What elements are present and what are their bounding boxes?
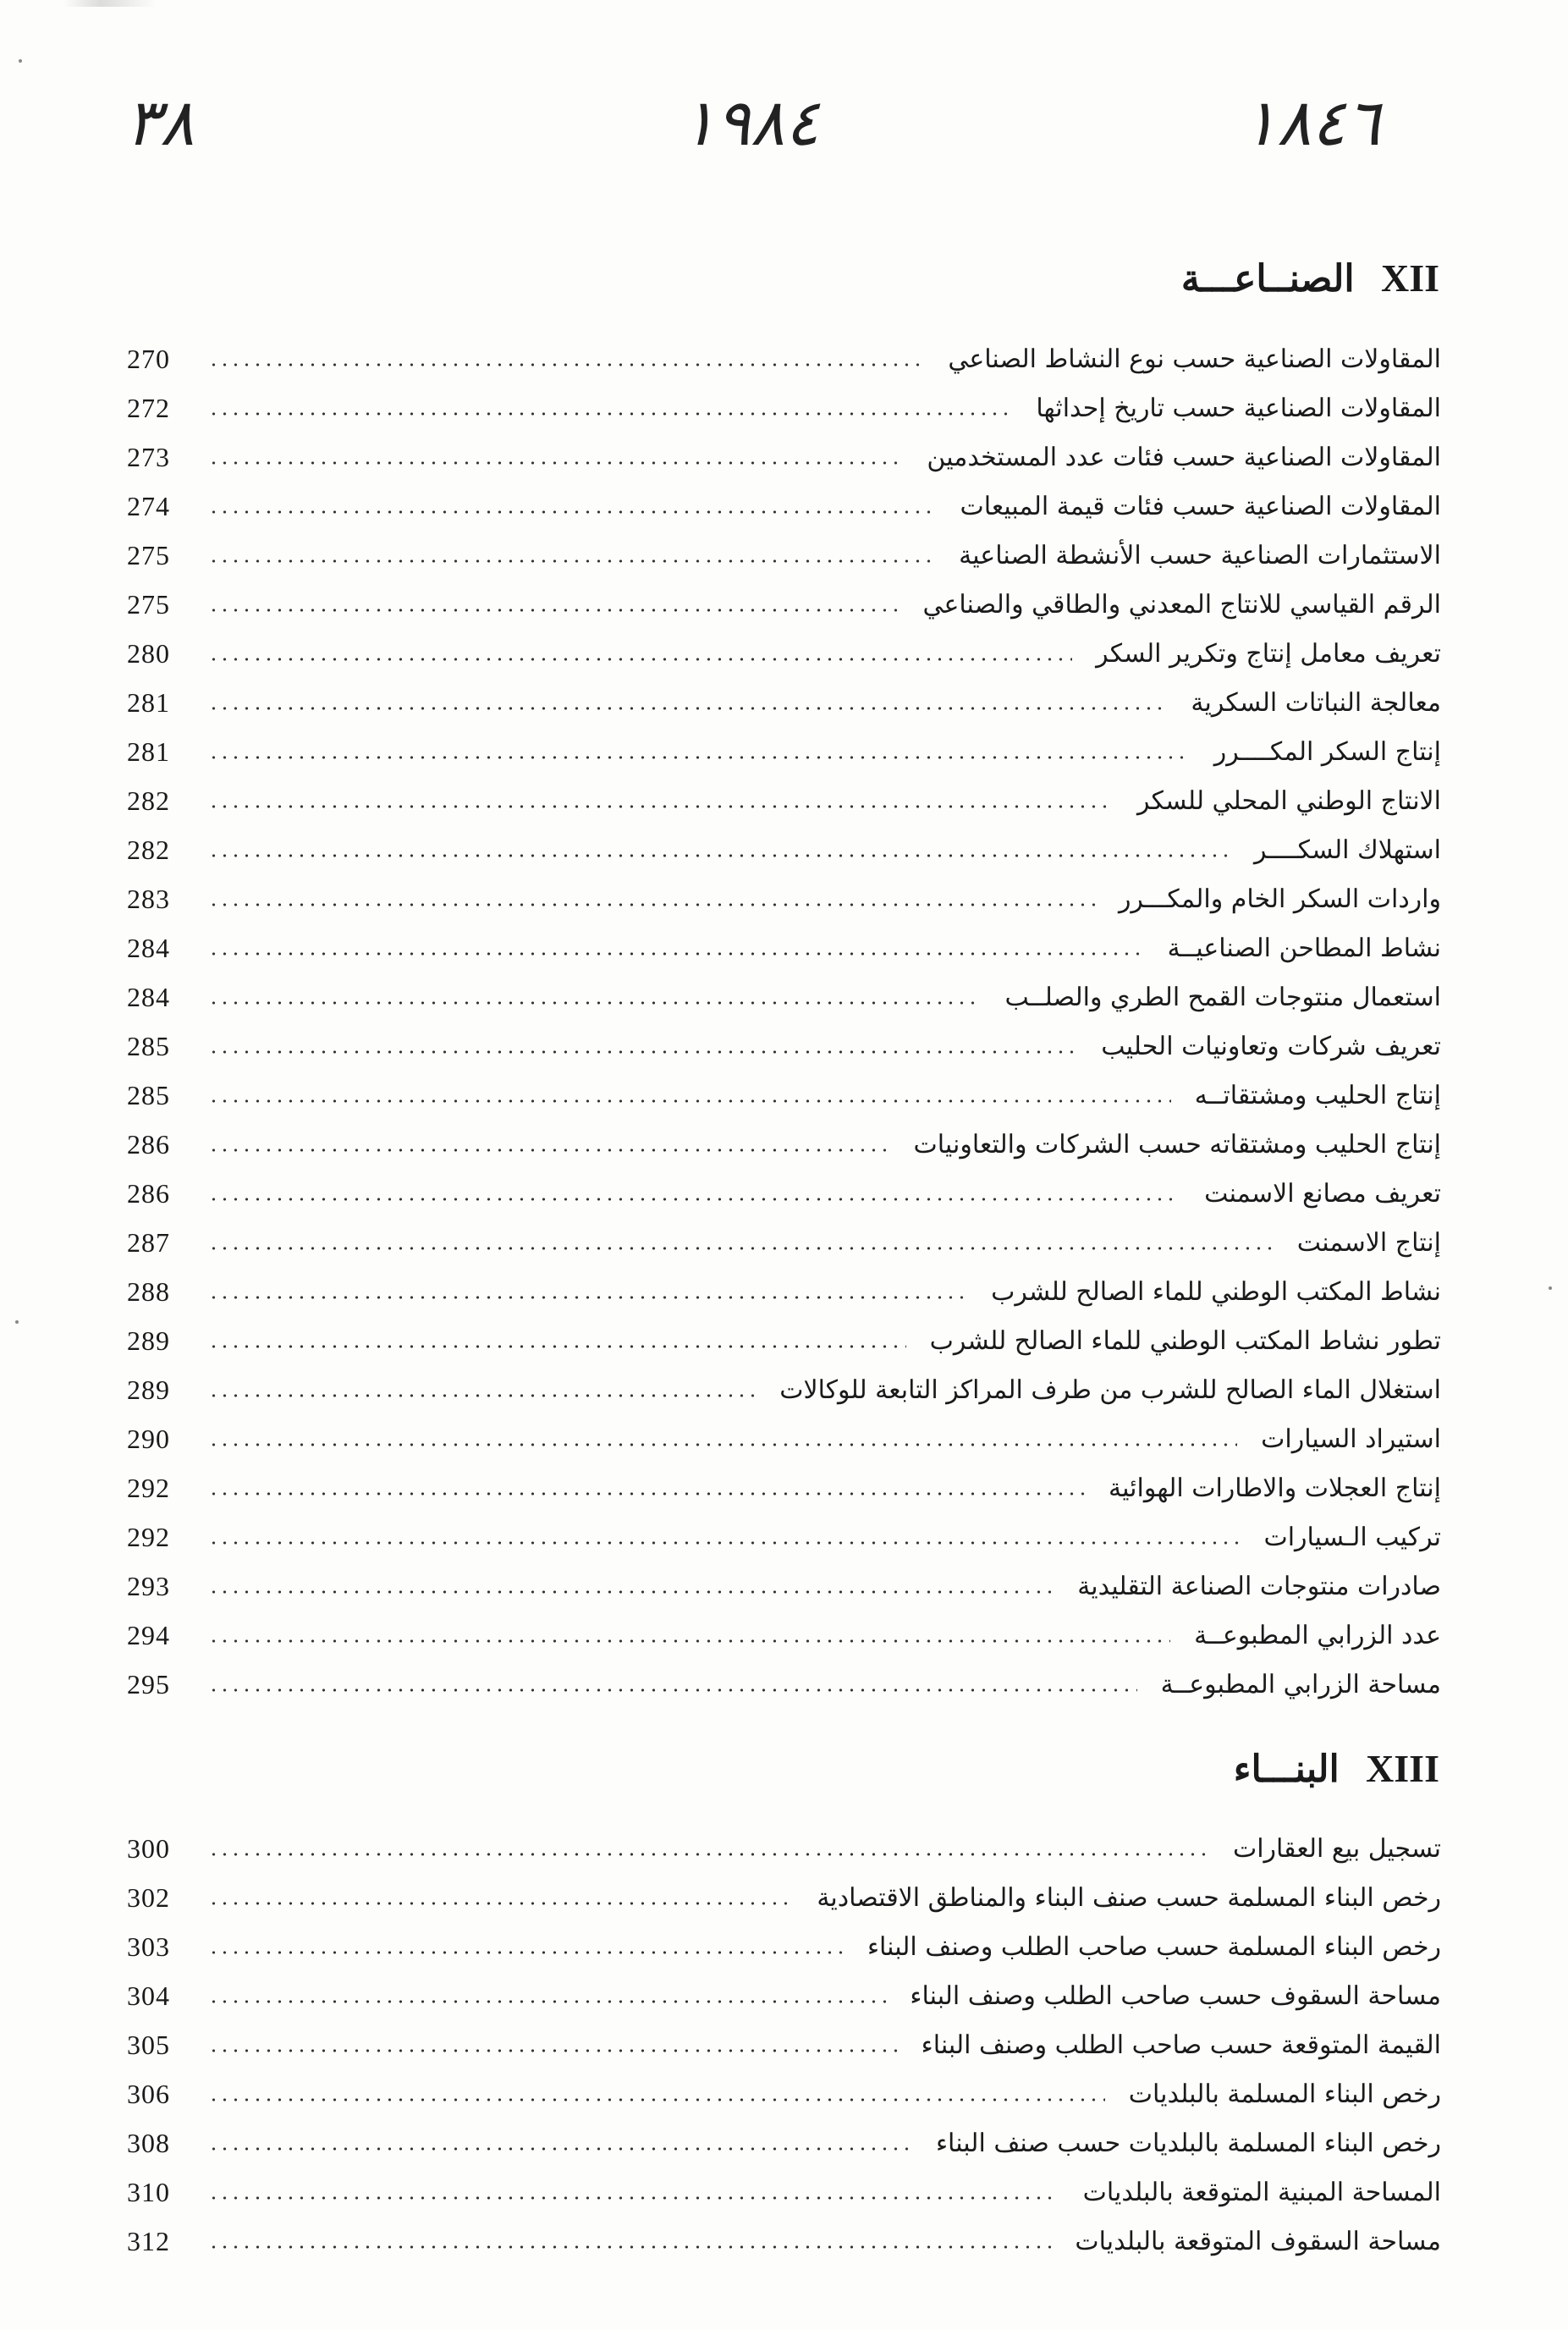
toc-entry xyxy=(127,776,1441,825)
toc-entry xyxy=(127,972,1441,1022)
toc-entry-page-number: 275 xyxy=(127,588,170,620)
toc-entry-page-number: 292 xyxy=(127,1472,170,1503)
dot-leader xyxy=(208,559,935,563)
section-number: XII xyxy=(1380,256,1439,300)
handwritten-note-right: ١٨٤٦ xyxy=(1242,85,1381,160)
dot-leader xyxy=(208,1902,793,1905)
toc-entry-title: تعريف شركات وتعاونيات الحليب xyxy=(1101,1031,1441,1061)
toc-entry-page-number: 283 xyxy=(127,883,170,914)
dot-leader xyxy=(208,2049,898,2052)
toc-entry-page-number: 282 xyxy=(127,785,170,816)
toc-entry-title: رخص البناء المسلمة حسب صنف البناء والمناطق الاقتصادية xyxy=(817,1882,1441,1913)
toc-entry xyxy=(127,1512,1441,1562)
scan-speck xyxy=(19,59,22,63)
toc-entry-page-number: 312 xyxy=(127,2225,170,2256)
toc-entry-title: نشاط المطاحن الصناعيــة xyxy=(1167,933,1441,963)
toc-entry xyxy=(127,1463,1441,1512)
toc-entry xyxy=(127,1660,1441,1709)
dot-leader xyxy=(208,2245,1051,2249)
toc-entry-page-number: 300 xyxy=(127,1832,170,1864)
toc-entry xyxy=(127,432,1441,482)
dot-leader xyxy=(208,1590,1054,1594)
dot-leader xyxy=(208,854,1230,857)
dot-leader xyxy=(208,1198,1180,1201)
toc-entry-title: مساحة الزرابي المطبوعــة xyxy=(1160,1669,1441,1699)
dot-leader xyxy=(208,1050,1077,1054)
toc-entry-page-number: 286 xyxy=(127,1128,170,1159)
toc-entry-title: إنتاج الحليب ومشتقاتــه xyxy=(1194,1080,1441,1110)
dot-leader xyxy=(208,1394,756,1397)
toc-entry-page-number: 285 xyxy=(127,1030,170,1061)
dot-leader xyxy=(208,658,1072,661)
toc-entry-title: رخص البناء المسلمة بالبلديات حسب صنف البناء xyxy=(935,2128,1441,2158)
toc-entry xyxy=(127,2168,1441,2217)
toc-entry xyxy=(127,923,1441,972)
toc-entry-title: الاستثمارات الصناعية حسب الأنشطة الصناعية xyxy=(959,540,1441,570)
section-heading-industry xyxy=(1181,256,1439,300)
scan-smudge xyxy=(63,0,157,7)
dot-leader xyxy=(208,756,1191,759)
scan-speck xyxy=(1549,1286,1552,1290)
dot-leader xyxy=(208,805,1114,808)
dot-leader xyxy=(208,903,1095,906)
scan-speck xyxy=(15,1320,19,1324)
toc-entry-title: إنتاج الحليب ومشتقاته حسب الشركات والتعاونيات xyxy=(913,1129,1441,1159)
toc-entry-title: إنتاج الاسمنت xyxy=(1296,1227,1441,1258)
toc-entry-page-number: 294 xyxy=(127,1619,170,1650)
toc-entry-title: تسجيل بيع العقارات xyxy=(1232,1833,1441,1864)
toc-entry-page-number: 270 xyxy=(127,343,170,374)
toc-list-industry xyxy=(127,334,1441,1709)
dot-leader xyxy=(208,1296,967,1299)
toc-list-construction xyxy=(127,1824,1441,2266)
toc-entry-title: مساحة السقوف حسب صاحب الطلب وصنف البناء xyxy=(910,1980,1441,2011)
dot-leader xyxy=(208,707,1167,710)
dot-leader xyxy=(208,1688,1137,1692)
dot-leader xyxy=(208,1541,1240,1545)
dot-leader xyxy=(208,1443,1237,1446)
toc-entry-title: استعمال منتوجات القمح الطري والصلــب xyxy=(1004,982,1441,1012)
dot-leader xyxy=(208,2196,1059,2200)
dot-leader xyxy=(208,2000,886,2003)
dot-leader xyxy=(208,1148,890,1152)
toc-entry-page-number: 290 xyxy=(127,1423,170,1454)
toc-entry-title: استيراد السيارات xyxy=(1261,1424,1441,1454)
dot-leader xyxy=(208,609,900,612)
toc-entry-page-number: 295 xyxy=(127,1668,170,1699)
toc-entry-page-number: 288 xyxy=(127,1275,170,1307)
toc-entry-page-number: 302 xyxy=(127,1881,170,1913)
toc-entry xyxy=(127,383,1441,432)
section-title: الصنــاعـــة xyxy=(1180,257,1355,300)
toc-entry xyxy=(127,1922,1441,1971)
toc-entry xyxy=(127,1218,1441,1267)
toc-entry xyxy=(127,629,1441,678)
dot-leader xyxy=(208,1951,844,1954)
toc-entry-title: القيمة المتوقعة حسب صاحب الطلب وصنف البناء xyxy=(921,2030,1441,2060)
dot-leader xyxy=(208,1345,906,1348)
dot-leader xyxy=(208,1247,1274,1250)
toc-entry-title: تعريف مصانع الاسمنت xyxy=(1204,1178,1441,1209)
toc-entry xyxy=(127,1365,1441,1414)
toc-entry-title: الرقم القياسي للانتاج المعدني والطاقي والصناعي xyxy=(922,589,1441,620)
toc-entry-page-number: 310 xyxy=(127,2176,170,2207)
toc-entry xyxy=(127,1873,1441,1922)
toc-entry-page-number: 303 xyxy=(127,1931,170,1962)
toc-entry-page-number: 292 xyxy=(127,1521,170,1552)
toc-entry xyxy=(127,2069,1441,2118)
toc-entry-page-number: 284 xyxy=(127,932,170,963)
toc-entry-page-number: 280 xyxy=(127,637,170,669)
toc-entry xyxy=(127,1120,1441,1169)
toc-entry xyxy=(127,1169,1441,1218)
toc-entry xyxy=(127,1971,1441,2020)
toc-entry-page-number: 284 xyxy=(127,981,170,1012)
section-number: XIII xyxy=(1366,1747,1439,1790)
toc-entry-title: المقاولات الصناعية حسب تاريخ إحداثها xyxy=(1036,393,1441,423)
handwritten-note-left: ٣٨ xyxy=(125,85,195,160)
toc-entry-page-number: 305 xyxy=(127,2029,170,2060)
toc-entry xyxy=(127,874,1441,923)
toc-entry xyxy=(127,1611,1441,1660)
dot-leader xyxy=(208,363,924,366)
dot-leader xyxy=(208,1853,1209,1856)
toc-entry-page-number: 272 xyxy=(127,392,170,423)
toc-entry xyxy=(127,580,1441,629)
dot-leader xyxy=(208,510,936,514)
toc-entry-page-number: 285 xyxy=(127,1079,170,1110)
dot-leader xyxy=(208,952,1144,956)
toc-entry-page-number: 289 xyxy=(127,1325,170,1356)
toc-entry-title: المقاولات الصناعية حسب فئات قيمة المبيعات xyxy=(960,491,1441,521)
toc-entry-title: المقاولات الصناعية حسب نوع النشاط الصناعي xyxy=(948,344,1441,374)
dot-leader xyxy=(208,2098,1105,2101)
toc-entry-page-number: 306 xyxy=(127,2078,170,2109)
toc-entry-title: عدد الزرابي المطبوعــة xyxy=(1194,1620,1441,1650)
toc-entry-title: استهلاك السكــــر xyxy=(1253,835,1441,865)
dot-leader xyxy=(208,1099,1171,1103)
toc-entry xyxy=(127,531,1441,580)
toc-entry-title: إنتاج العجلات والاطارات الهوائية xyxy=(1109,1473,1441,1503)
toc-entry-page-number: 289 xyxy=(127,1374,170,1405)
toc-entry-page-number: 293 xyxy=(127,1570,170,1601)
section-title: البنـــاء xyxy=(1233,1748,1340,1791)
toc-entry xyxy=(127,334,1441,383)
toc-entry-title: إنتاج السكر المكــــرر xyxy=(1213,736,1441,767)
toc-entry-page-number: 275 xyxy=(127,539,170,570)
toc-entry xyxy=(127,1562,1441,1611)
dot-leader xyxy=(208,461,903,465)
toc-entry-title: معالجة النباتات السكرية xyxy=(1191,687,1441,718)
toc-entry xyxy=(127,1071,1441,1120)
toc-entry xyxy=(127,2217,1441,2266)
toc-entry xyxy=(127,1824,1441,1873)
toc-entry-title: مساحة السقوف المتوقعة بالبلديات xyxy=(1075,2226,1441,2256)
toc-entry xyxy=(127,2020,1441,2069)
toc-entry-page-number: 273 xyxy=(127,441,170,472)
toc-entry-page-number: 281 xyxy=(127,686,170,718)
toc-entry-page-number: 308 xyxy=(127,2127,170,2158)
toc-entry xyxy=(127,1414,1441,1463)
toc-entry-page-number: 286 xyxy=(127,1177,170,1209)
toc-entry-page-number: 274 xyxy=(127,490,170,521)
dot-leader xyxy=(208,1492,1085,1495)
toc-entry-page-number: 304 xyxy=(127,1980,170,2011)
toc-entry-page-number: 282 xyxy=(127,834,170,865)
dot-leader xyxy=(208,2147,912,2151)
toc-entry xyxy=(127,825,1441,874)
toc-entry-title: رخص البناء المسلمة بالبلديات xyxy=(1128,2079,1441,2109)
dot-leader xyxy=(208,412,1012,416)
toc-entry-title: واردات السكر الخام والمكـــرر xyxy=(1118,884,1441,914)
toc-entry-title: تطور نشاط المكتب الوطني للماء الصالح للشرب xyxy=(929,1325,1441,1356)
toc-entry xyxy=(127,1316,1441,1365)
toc-entry-title: تركيب الـسيارات xyxy=(1263,1522,1441,1552)
toc-entry-title: المقاولات الصناعية حسب فئات عدد المستخدمين xyxy=(927,442,1441,472)
toc-entry xyxy=(127,482,1441,531)
section-heading-construction xyxy=(1234,1746,1439,1791)
toc-entry-title: تعريف معامل إنتاج وتكرير السكر xyxy=(1096,638,1441,669)
toc-entry xyxy=(127,1267,1441,1316)
toc-entry-title: المساحة المبنية المتوقعة بالبلديات xyxy=(1082,2177,1441,2207)
toc-entry-page-number: 287 xyxy=(127,1226,170,1258)
toc-entry-title: نشاط المكتب الوطني للماء الصالح للشرب xyxy=(991,1276,1441,1307)
dot-leader xyxy=(208,1639,1170,1643)
toc-entry xyxy=(127,678,1441,727)
toc-entry-title: الانتاج الوطني المحلي للسكر xyxy=(1137,785,1441,816)
dot-leader xyxy=(208,1001,982,1005)
toc-entry-title: صادرات منتوجات الصناعة التقليدية xyxy=(1077,1571,1441,1601)
toc-entry-page-number: 281 xyxy=(127,735,170,767)
handwritten-note-middle: ١٩٨٤ xyxy=(681,85,820,160)
toc-entry-title: استغلال الماء الصالح للشرب من طرف المراكز التابعة للوكالات xyxy=(779,1374,1441,1405)
toc-entry-title: رخص البناء المسلمة حسب صاحب الطلب وصنف البناء xyxy=(867,1931,1441,1962)
toc-entry xyxy=(127,1022,1441,1071)
toc-entry xyxy=(127,727,1441,776)
toc-entry xyxy=(127,2118,1441,2168)
